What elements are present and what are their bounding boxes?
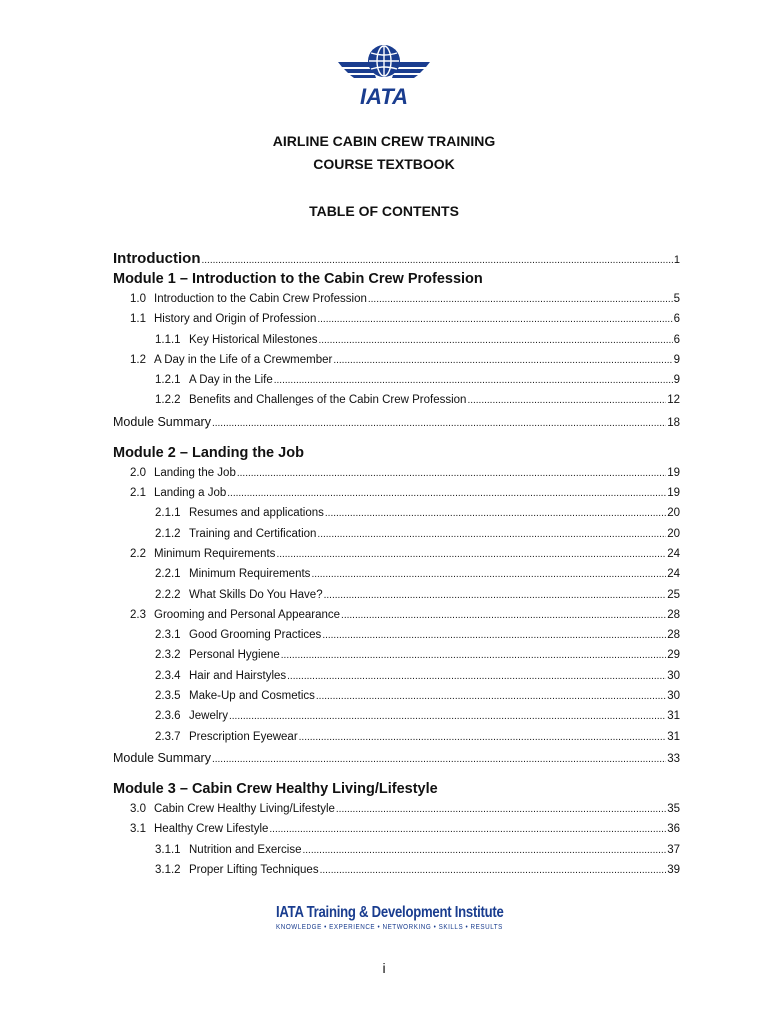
toc-entry-text: History and Origin of Profession <box>154 313 317 326</box>
toc-page-number: 36 <box>667 823 680 836</box>
toc-module-heading <box>113 445 680 467</box>
toc-leader-dots <box>333 355 672 366</box>
toc-entry[interactable] <box>113 751 680 771</box>
toc-entry-label <box>130 467 236 479</box>
toc-entry-label <box>130 313 316 325</box>
toc-entry-text: Grooming and Personal Appearance <box>154 608 341 621</box>
toc-page-number: 5 <box>673 293 680 305</box>
toc-entry-label <box>155 649 280 661</box>
toc-entry-text: Good Grooming Practices <box>189 629 322 642</box>
toc-entry-text: Training and Certification <box>189 527 317 540</box>
toc-entry-label <box>130 823 268 835</box>
toc-entry-label <box>155 589 323 601</box>
toc-leader-dots <box>318 335 672 346</box>
toc-entry[interactable] <box>113 467 680 487</box>
toc-entry-text: What Skills Do You Have? <box>189 588 323 601</box>
toc-entry-label <box>113 751 211 765</box>
table-of-contents <box>113 250 680 884</box>
toc-leader-dots <box>281 650 666 661</box>
toc-page-number: 20 <box>667 527 680 540</box>
toc-leader-dots <box>303 845 667 856</box>
toc-entry[interactable] <box>113 507 680 527</box>
toc-page-number: 9 <box>673 353 680 366</box>
toc-entry-label <box>155 507 324 519</box>
toc-entry[interactable] <box>113 374 680 394</box>
toc-page-number: 24 <box>667 547 680 560</box>
toc-page-number: 18 <box>667 416 680 429</box>
toc-entry-number: 1.2.1 <box>155 374 181 387</box>
institute-name: IATA Training & Development Institute <box>276 904 504 921</box>
toc-entry-text: Proper Lifting Techniques <box>189 863 319 876</box>
toc-page-number: 6 <box>673 313 680 326</box>
toc-leader-dots <box>317 529 666 540</box>
toc-page-number: 39 <box>667 863 680 876</box>
toc-page-number: 19 <box>667 487 680 500</box>
toc-entry-label <box>155 394 466 406</box>
toc-leader-dots <box>341 610 666 621</box>
toc-entry-number: 2.0 <box>130 466 146 479</box>
toc-entry[interactable] <box>113 487 680 507</box>
toc-entry[interactable] <box>113 803 680 823</box>
toc-entry-label <box>155 690 315 702</box>
toc-entry-number: 2.2.1 <box>155 568 181 581</box>
toc-entry-label <box>130 487 226 499</box>
toc-entry-text: Hair and Hairstyles <box>189 669 287 682</box>
toc-entry-text: Module Summary <box>113 750 211 765</box>
iata-logo <box>336 42 432 108</box>
toc-title: TABLE OF CONTENTS <box>309 203 459 219</box>
toc-page-number: 19 <box>667 466 680 479</box>
toc-leader-dots <box>311 569 666 580</box>
toc-entry-label <box>113 415 211 429</box>
toc-entry-text: Key Historical Milestones <box>189 333 318 346</box>
toc-entry-number: 1.2 <box>130 353 146 366</box>
toc-module-heading <box>113 271 680 293</box>
toc-leader-dots <box>317 314 672 325</box>
toc-entry-text: Jewelry <box>189 710 228 723</box>
toc-leader-dots <box>336 804 666 815</box>
institute-logo <box>276 904 504 931</box>
toc-entry[interactable] <box>113 313 680 333</box>
toc-entry-number: 2.3.2 <box>155 649 181 662</box>
toc-entry-text: Make-Up and Cosmetics <box>189 690 315 703</box>
toc-page-number: 31 <box>667 710 680 723</box>
toc-entry-text: Minimum Requirements <box>154 547 276 560</box>
toc-entry-text: Healthy Crew Lifestyle <box>154 823 269 836</box>
document-title-line1: AIRLINE CABIN CREW TRAINING <box>272 133 496 149</box>
toc-page-number: 24 <box>667 568 680 581</box>
document-title-line2: COURSE TEXTBOOK <box>313 156 455 172</box>
toc-leader-dots <box>212 754 666 765</box>
toc-entry-text: Minimum Requirements <box>189 568 311 581</box>
toc-page-number: 29 <box>667 649 680 662</box>
toc-entry-text: Landing a Job <box>154 487 227 500</box>
toc-entry-label <box>155 374 273 386</box>
toc-entry-number: 2.3.1 <box>155 629 181 642</box>
toc-leader-dots <box>299 732 667 743</box>
toc-entry-number: 1.2.2 <box>155 394 181 407</box>
toc-entry-number: 2.2 <box>130 547 146 560</box>
toc-entry[interactable] <box>113 731 680 751</box>
toc-leader-dots <box>467 395 666 406</box>
toc-entry-text: Nutrition and Exercise <box>189 843 302 856</box>
toc-leader-dots <box>237 468 666 479</box>
toc-leader-dots <box>201 255 672 266</box>
toc-entry-label <box>130 548 275 560</box>
toc-page-number: 12 <box>667 394 680 407</box>
toc-leader-dots <box>229 711 666 722</box>
toc-entry-text: Introduction to the Cabin Crew Profession <box>154 293 367 305</box>
toc-entry-label <box>155 844 302 856</box>
toc-page-number: 30 <box>667 669 680 682</box>
toc-entry[interactable] <box>113 670 680 690</box>
toc-entry[interactable] <box>113 568 680 588</box>
toc-leader-dots <box>368 294 673 305</box>
toc-heading-label: Module 1 – Introduction to the Cabin Crew Profession <box>113 271 483 287</box>
toc-entry[interactable] <box>113 690 680 710</box>
toc-entry[interactable] <box>113 334 680 354</box>
toc-page-number: 25 <box>667 588 680 601</box>
toc-entry[interactable] <box>113 710 680 730</box>
toc-page-number: 28 <box>667 608 680 621</box>
toc-entry-number: 2.3 <box>130 608 146 621</box>
toc-entry-number: 1.0 <box>130 293 146 305</box>
toc-entry-label <box>155 670 286 682</box>
toc-entry[interactable] <box>113 250 680 271</box>
toc-entry-text: Introduction <box>113 250 201 267</box>
toc-page-number: 6 <box>673 333 680 346</box>
toc-entry-label <box>155 528 316 540</box>
toc-leader-dots <box>276 549 666 560</box>
toc-entry-text: Resumes and applications <box>189 507 324 520</box>
toc-entry-label <box>130 293 367 305</box>
toc-page-number: 28 <box>667 629 680 642</box>
toc-leader-dots <box>269 824 666 835</box>
toc-entry-text: Module Summary <box>113 414 211 429</box>
toc-entry-number: 3.1 <box>130 823 146 836</box>
toc-entry-number: 3.1.1 <box>155 843 181 856</box>
toc-entry[interactable] <box>113 354 680 374</box>
toc-page-number: 30 <box>667 690 680 703</box>
toc-leader-dots <box>325 508 666 519</box>
toc-entry[interactable] <box>113 548 680 568</box>
toc-entry-label <box>155 864 319 876</box>
page-number: i <box>382 960 386 976</box>
toc-entry-number: 2.3.7 <box>155 730 181 743</box>
toc-page-number: 31 <box>667 730 680 743</box>
toc-leader-dots <box>316 691 666 702</box>
toc-leader-dots <box>274 375 673 386</box>
toc-heading-label: Module 2 – Landing the Job <box>113 444 304 461</box>
toc-leader-dots <box>324 590 667 601</box>
toc-page-number: 20 <box>667 507 680 520</box>
toc-entry[interactable] <box>113 629 680 649</box>
toc-entry-number: 3.0 <box>130 802 146 815</box>
toc-entry-label <box>130 354 332 366</box>
toc-entry-label <box>113 250 200 267</box>
toc-entry-label <box>130 609 340 621</box>
toc-entry-text: Landing the Job <box>154 466 236 479</box>
toc-entry[interactable] <box>113 844 680 864</box>
toc-module-heading <box>113 781 680 803</box>
toc-leader-dots <box>287 671 666 682</box>
toc-entry-number: 2.3.4 <box>155 669 181 682</box>
toc-leader-dots <box>212 418 666 429</box>
toc-entry-number: 2.1.1 <box>155 507 181 520</box>
logo-text: IATA <box>359 84 409 108</box>
toc-leader-dots <box>320 865 667 876</box>
toc-entry-label <box>155 731 298 743</box>
toc-entry-number: 2.3.5 <box>155 690 181 703</box>
toc-entry-text: Prescription Eyewear <box>189 730 298 743</box>
toc-entry-text: A Day in the Life of a Crewmember <box>154 353 333 366</box>
toc-entry[interactable] <box>113 293 680 313</box>
toc-entry-number: 2.3.6 <box>155 710 181 723</box>
toc-page-number: 35 <box>667 802 680 815</box>
toc-entry-number: 2.2.2 <box>155 588 181 601</box>
toc-entry[interactable] <box>113 589 680 609</box>
toc-entry-text: A Day in the Life <box>189 374 273 387</box>
toc-entry-text: Personal Hygiene <box>189 649 280 662</box>
toc-entry-number: 1.1.1 <box>155 333 181 346</box>
toc-entry-label <box>155 629 321 641</box>
toc-heading-label: Module 3 – Cabin Crew Healthy Living/Lifestyle <box>113 780 438 797</box>
toc-page-number: 1 <box>673 254 680 266</box>
toc-leader-dots <box>227 488 666 499</box>
toc-leader-dots <box>322 630 666 641</box>
toc-entry-text: Cabin Crew Healthy Living/Lifestyle <box>154 802 335 815</box>
toc-entry[interactable] <box>113 609 680 629</box>
toc-entry[interactable] <box>113 649 680 669</box>
toc-entry-number: 2.1 <box>130 487 146 500</box>
toc-entry-text: Benefits and Challenges of the Cabin Crew Profession <box>189 394 467 407</box>
toc-entry-number: 1.1 <box>130 313 146 326</box>
toc-page-number: 37 <box>667 843 680 856</box>
toc-entry-label <box>130 803 335 815</box>
toc-page-number: 9 <box>673 374 680 387</box>
toc-entry[interactable] <box>113 864 680 884</box>
toc-page-number: 33 <box>667 752 680 765</box>
toc-entry[interactable] <box>113 415 680 435</box>
institute-tagline: KNOWLEDGE • EXPERIENCE • NETWORKING • SKILLS • RESULTS <box>276 924 503 931</box>
toc-entry-label <box>155 710 228 722</box>
toc-entry[interactable] <box>113 394 680 414</box>
toc-entry-label <box>155 568 310 580</box>
toc-entry-number: 2.1.2 <box>155 527 181 540</box>
toc-entry-label <box>155 334 317 346</box>
toc-entry[interactable] <box>113 823 680 843</box>
toc-entry[interactable] <box>113 528 680 548</box>
toc-entry-number: 3.1.2 <box>155 863 181 876</box>
